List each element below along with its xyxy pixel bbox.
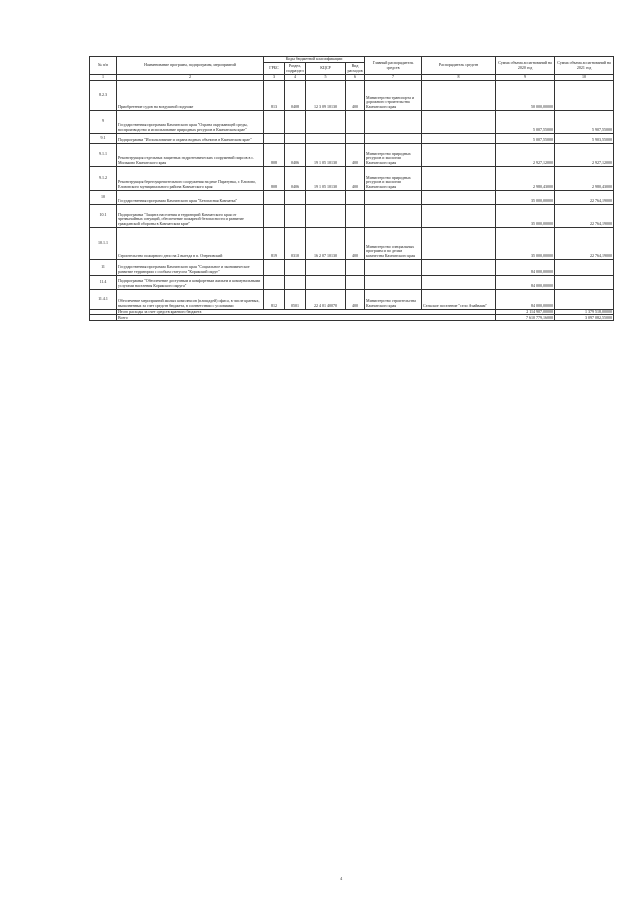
column-number: 2 — [117, 75, 264, 81]
row-amount-2021: 2 927,12000 — [555, 143, 614, 166]
header-grbs: ГРБС — [264, 63, 285, 75]
row-kcsr — [306, 275, 346, 289]
table-row — [90, 166, 614, 190]
row-recipient: Министерство природных ресурсов и экологии Камчатского края — [365, 166, 422, 190]
row-distributor — [422, 227, 496, 259]
table-row — [90, 259, 614, 275]
row-number: 8.2.3 — [90, 80, 117, 110]
row-rzpr: 0501 — [285, 289, 306, 309]
total-label: Всего — [117, 315, 496, 321]
row-grbs: 808 — [264, 143, 285, 166]
table-row — [90, 80, 614, 110]
row-amount-2020: 5 007,55000 — [496, 110, 555, 133]
row-recipient: Министерство строительства Камчатского края — [365, 289, 422, 309]
row-kcsr — [306, 133, 346, 143]
header-year-2021: Сумма объема ассигнований на 2021 год — [555, 57, 614, 75]
row-rzpr — [285, 259, 306, 275]
row-grbs: 808 — [264, 166, 285, 190]
row-grbs — [264, 275, 285, 289]
row-kcsr — [306, 259, 346, 275]
column-number: 4 — [285, 75, 306, 81]
row-amount-2020: 5 007,55000 — [496, 133, 555, 143]
row-number: 9.1.2 — [90, 166, 117, 190]
table-row — [90, 289, 614, 309]
row-recipient — [365, 204, 422, 227]
page-number: 4 — [340, 876, 343, 881]
total-2021: 3 097 082,55000 — [555, 315, 614, 321]
row-amount-2020: 35 000,00000 — [496, 190, 555, 204]
header-kcsr: КЦСР — [306, 63, 346, 75]
row-amount-2021 — [555, 80, 614, 110]
header-year-2020: Сумма объема ассигнований на 2020 год — [496, 57, 555, 75]
row-number: 9.1.1 — [90, 143, 117, 166]
total-spacer — [90, 315, 117, 321]
header-codes-group: Коды бюджетной классификации — [264, 57, 365, 63]
row-recipient — [365, 275, 422, 289]
total-2020: 7 610 779,16000 — [496, 315, 555, 321]
row-number: 10 — [90, 190, 117, 204]
row-grbs — [264, 190, 285, 204]
row-amount-2020: 2 980,43000 — [496, 166, 555, 190]
row-vr: 400 — [346, 289, 365, 309]
row-number: 11.4 — [90, 275, 117, 289]
column-number: 5 — [306, 75, 346, 81]
row-name: Государственная программа Камчатского края "Охрана окружающей среды, воспроизводство и использование природных ресурсов в Камчатском крае" — [117, 110, 264, 133]
column-number: 9 — [496, 75, 555, 81]
row-distributor — [422, 190, 496, 204]
row-distributor: Сельское поселение "село Ачайваям" — [422, 289, 496, 309]
table-row — [90, 110, 614, 133]
row-vr — [346, 275, 365, 289]
table-row — [90, 190, 614, 204]
row-distributor — [422, 133, 496, 143]
row-kcsr: 19 1 05 10130 — [306, 143, 346, 166]
row-kcsr: 22 4 01 40070 — [306, 289, 346, 309]
row-recipient: Министерство специальных программ и по делам казачества Камчатского края — [365, 227, 422, 259]
row-name: Реконструкция отдельных защитных гидротехнических сооружений пирсов в с. Мильково Камчатского края — [117, 143, 264, 166]
column-number: 8 — [422, 75, 496, 81]
column-number: 7 — [365, 75, 422, 81]
subtotal-2020: 2 114 907,00000 — [496, 309, 555, 315]
header-rzpr: Раздел, подраздел — [286, 62, 304, 73]
row-vr: 400 — [346, 143, 365, 166]
row-amount-2020: 84 000,00000 — [496, 275, 555, 289]
row-grbs — [264, 133, 285, 143]
subtotal-2021: 1 379 518,00000 — [555, 309, 614, 315]
header-distributor: Распорядитель средств — [422, 57, 496, 75]
row-distributor — [422, 204, 496, 227]
row-name: Государственная программа Камчатского края "Безопасная Камчатка" — [117, 190, 264, 204]
row-name: Обеспечение мероприятий жилых комплексов (площадей) офиса, в числе краевых, выполненных за счет средств бюджета, в соответствии с условиями — [117, 289, 264, 309]
row-name: Подпрограмма "Обеспечение доступным и комфортным жильем и коммунальными услугами населения Корякского округа" — [117, 275, 264, 289]
row-amount-2021: 22 764,19000 — [555, 190, 614, 204]
row-number: 10.1.1 — [90, 227, 117, 259]
row-rzpr: 0310 — [285, 227, 306, 259]
row-amount-2021 — [555, 275, 614, 289]
row-amount-2020: 84 000,00000 — [496, 259, 555, 275]
row-grbs — [264, 259, 285, 275]
row-number: 9 — [90, 110, 117, 133]
row-number: 9.1 — [90, 133, 117, 143]
row-kcsr: 19 1 05 10130 — [306, 166, 346, 190]
header-recipient: Главный распорядитель средств — [365, 57, 422, 75]
row-amount-2020: 2 927,12000 — [496, 143, 555, 166]
column-number: 10 — [555, 75, 614, 81]
row-grbs: 819 — [264, 227, 285, 259]
row-kcsr: 12 3 09 10130 — [306, 80, 346, 110]
row-amount-2020: 35 000,00000 — [496, 227, 555, 259]
row-number: 11 — [90, 259, 117, 275]
row-number: 10.1 — [90, 204, 117, 227]
table-row — [90, 133, 614, 143]
table-row — [90, 143, 614, 166]
row-rzpr: 0406 — [285, 143, 306, 166]
column-number: 3 — [264, 75, 285, 81]
row-name: Реконструкция берегоукрепительного сооружения на реке Паратунка, г. Елизово, Елизовского муниципального района Камчатского края — [117, 166, 264, 190]
row-amount-2021: 22 764,19000 — [555, 227, 614, 259]
row-grbs — [264, 204, 285, 227]
row-vr — [346, 190, 365, 204]
row-distributor — [422, 259, 496, 275]
row-grbs: 812 — [264, 289, 285, 309]
table-row — [90, 227, 614, 259]
row-distributor — [422, 275, 496, 289]
row-kcsr — [306, 190, 346, 204]
row-recipient — [365, 259, 422, 275]
row-amount-2021 — [555, 259, 614, 275]
row-amount-2021: 22 764,19000 — [555, 204, 614, 227]
row-amount-2021: 2 980,43000 — [555, 166, 614, 190]
row-amount-2021 — [555, 289, 614, 309]
row-recipient — [365, 110, 422, 133]
row-vr — [346, 110, 365, 133]
budget-table — [89, 56, 614, 321]
row-recipient: Министерство природных ресурсов и экологии Камчатского края — [365, 143, 422, 166]
row-rzpr — [285, 133, 306, 143]
row-amount-2021: 5 903,55000 — [555, 133, 614, 143]
row-vr — [346, 259, 365, 275]
row-name: Государственная программа Камчатского края "Социальное и экономическое развитие территории с особым статусом "Корякский округ" — [117, 259, 264, 275]
row-number: 11.4.1 — [90, 289, 117, 309]
row-rzpr — [285, 110, 306, 133]
subtotal-label: Итого расходы за счет средств краевого бюджета — [117, 309, 496, 315]
row-name: Приобретение судов на воздушной подушке — [117, 80, 264, 110]
row-grbs: 813 — [264, 80, 285, 110]
row-rzpr — [285, 190, 306, 204]
row-recipient — [365, 190, 422, 204]
row-amount-2021: 5 907,55000 — [555, 110, 614, 133]
row-name: Строительство пожарного депо на 2 выезда в п. Озерновский — [117, 227, 264, 259]
row-vr — [346, 133, 365, 143]
table-row — [90, 275, 614, 289]
row-vr — [346, 204, 365, 227]
header-no: № п/п — [90, 57, 117, 75]
row-vr: 400 — [346, 166, 365, 190]
header-name: Наименование программ, подпрограмм, мероприятий — [117, 57, 264, 75]
row-distributor — [422, 143, 496, 166]
row-amount-2020: 84 000,00000 — [496, 289, 555, 309]
row-rzpr — [285, 275, 306, 289]
row-rzpr: 0406 — [285, 166, 306, 190]
row-recipient: Министерство транспорта и дорожного строительства Камчатского края — [365, 80, 422, 110]
row-rzpr — [285, 204, 306, 227]
row-amount-2020: 50 000,00000 — [496, 80, 555, 110]
table-row — [90, 204, 614, 227]
row-vr: 400 — [346, 227, 365, 259]
column-number: 1 — [90, 75, 117, 81]
row-distributor — [422, 110, 496, 133]
row-kcsr: 16 2 07 10130 — [306, 227, 346, 259]
row-distributor — [422, 80, 496, 110]
row-amount-2020: 35 000,00000 — [496, 204, 555, 227]
row-kcsr — [306, 110, 346, 133]
row-recipient — [365, 133, 422, 143]
row-distributor — [422, 166, 496, 190]
grand-total-row — [90, 315, 614, 321]
column-number: 6 — [346, 75, 365, 81]
row-rzpr: 0408 — [285, 80, 306, 110]
header-vr: Вид расходов — [347, 62, 363, 73]
row-vr: 400 — [346, 80, 365, 110]
row-kcsr — [306, 204, 346, 227]
row-name: Подпрограмма "Использование и охрана водных объектов в Камчатском крае" — [117, 133, 264, 143]
row-name: Подпрограмма "Защита населения и территорий Камчатского края от чрезвычайных ситуаций, обеспечение пожарной безопасности и развитие гражданской обороны в Камчатском крае" — [117, 204, 264, 227]
row-grbs — [264, 110, 285, 133]
